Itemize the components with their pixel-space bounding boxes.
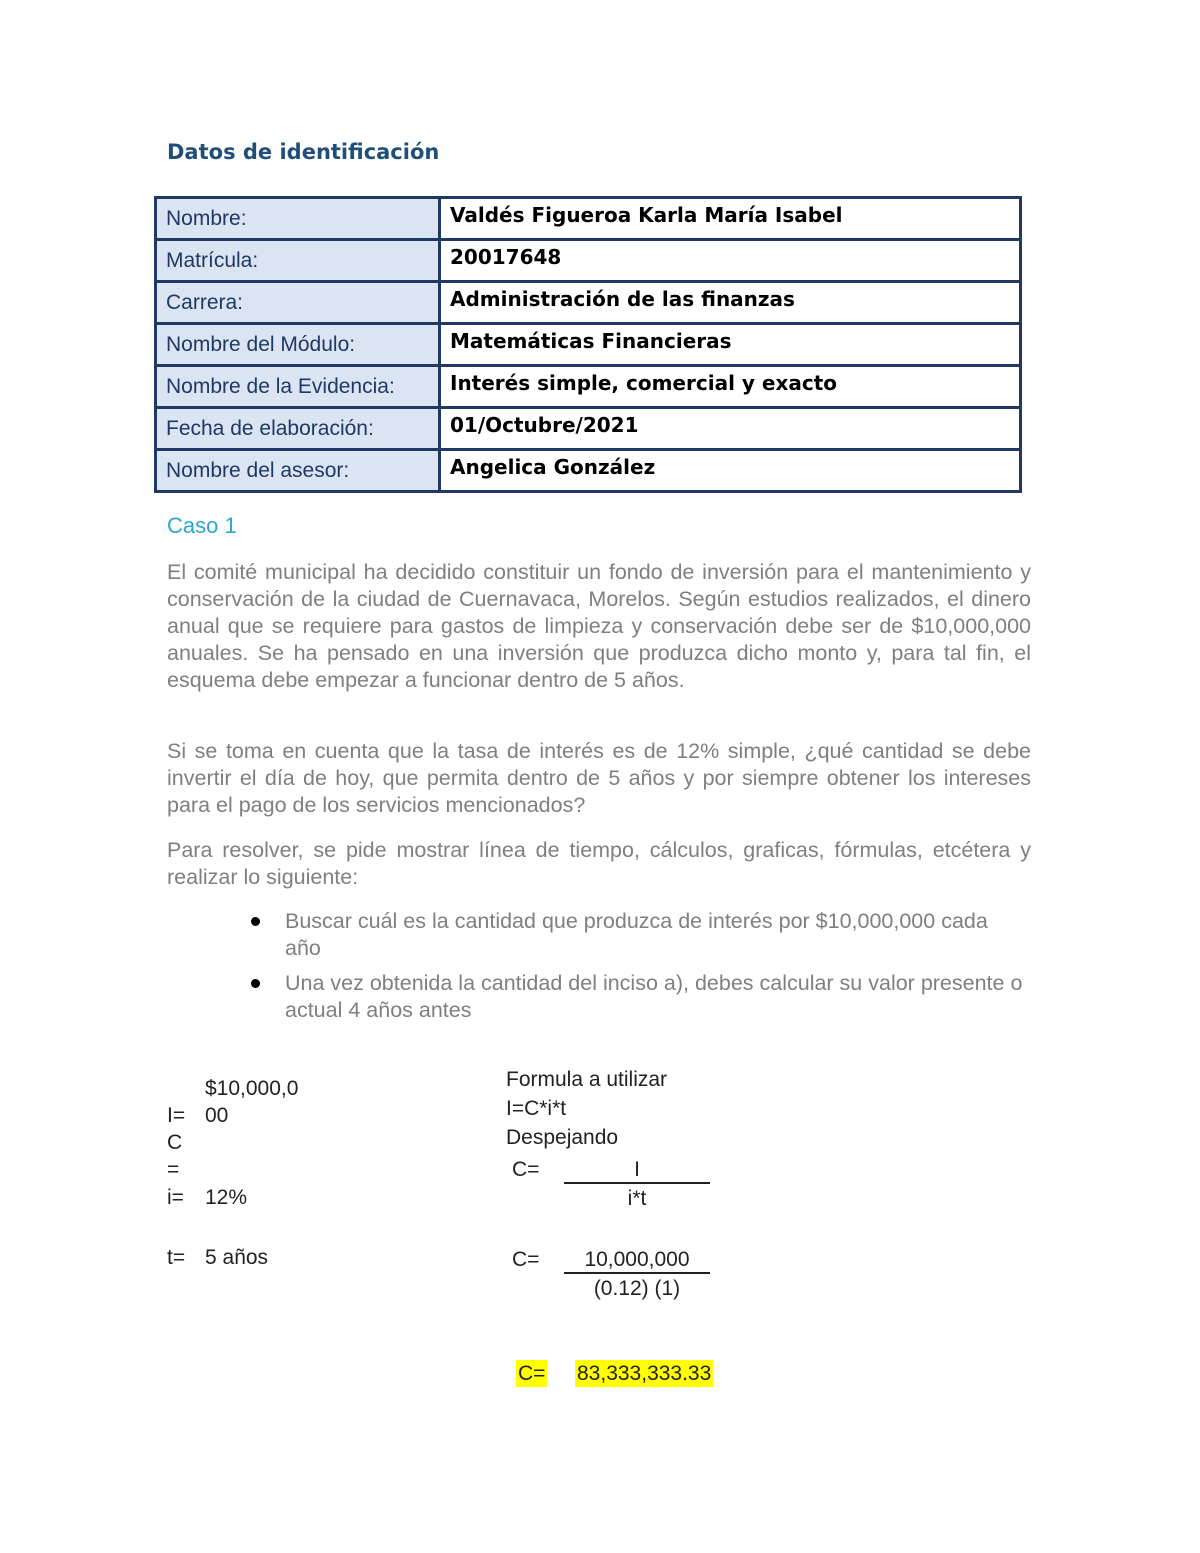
case-paragraph-1: El comité municipal ha decidido constituir un fondo de inversión para el mantenimiento y conservación de la ciudad de Cuernavaca, Morelos. Según estudios realizados, el dinero anual que se requiere para gastos de limpieza y conservación debe ser de $10,000,000 anuales. Se ha pensado en una inversión que produzca dicho monto y, para tal fin, el esquema debe empezar a funcionar dentro de 5 años.	[167, 560, 1031, 692]
identification-table	[154, 196, 1022, 493]
section-heading: Datos de identificación	[167, 140, 440, 164]
capital-label-line-1: C	[167, 1131, 183, 1154]
bullet-icon	[251, 979, 260, 988]
task-text: Buscar cuál es la cantidad que produzca de interés por $10,000,000 cada año	[285, 909, 988, 960]
identification-row	[156, 240, 1021, 282]
identification-row	[156, 366, 1021, 408]
identification-row	[156, 408, 1021, 450]
identification-label: Matrícula:	[156, 240, 440, 282]
task-item	[245, 970, 1025, 1024]
identification-row	[156, 450, 1021, 492]
fraction-bar	[564, 1272, 710, 1274]
substitution-numerator: 10,000,000	[584, 1248, 690, 1271]
identification-value: Administración de las finanzas	[440, 282, 1021, 324]
rate-value: 12%	[205, 1186, 248, 1209]
identification-label: Fecha de elaboración:	[156, 408, 440, 450]
formula-numerator: I	[634, 1158, 640, 1181]
formula-step: Despejando	[506, 1126, 619, 1149]
task-list	[245, 908, 1025, 1032]
task-text: Una vez obtenida la cantidad del inciso a), debes calcular su valor presente o actual 4 años antes	[285, 971, 1023, 1022]
identification-value: Angelica González	[440, 450, 1021, 492]
identification-label: Carrera:	[156, 282, 440, 324]
case-title: Caso 1	[167, 513, 237, 538]
interest-value-line-2: 00	[205, 1104, 229, 1127]
bullet-icon	[251, 917, 260, 926]
formula-title: Formula a utilizar	[506, 1068, 668, 1091]
formula-expression: I=C*i*t	[506, 1097, 567, 1120]
interest-label: I=	[167, 1104, 186, 1127]
rate-label: i=	[167, 1186, 184, 1209]
identification-row	[156, 198, 1021, 240]
identification-value: Interés simple, comercial y exacto	[440, 366, 1021, 408]
case-paragraph-3: Para resolver, se pide mostrar línea de tiempo, cálculos, graficas, fórmulas, etcétera y realizar lo siguiente:	[167, 838, 1031, 889]
fraction-bar	[564, 1182, 710, 1184]
interest-value-line-1: $10,000,0	[205, 1077, 299, 1100]
result-value: 83,333,333.33	[577, 1362, 712, 1385]
time-value: 5 años	[205, 1246, 269, 1269]
identification-label: Nombre:	[156, 198, 440, 240]
case-paragraph-2: Si se toma en cuenta que la tasa de interés es de 12% simple, ¿qué cantidad se debe invertir el día de hoy, que permita dentro de 5 años y por siempre obtener los intereses para el pago de los servicios mencionados?	[167, 739, 1031, 817]
capital-label-line-2: =	[167, 1158, 180, 1181]
identification-value: 01/Octubre/2021	[440, 408, 1021, 450]
substitution-c-label: C=	[512, 1248, 540, 1271]
formula-denominator: i*t	[627, 1187, 647, 1210]
identification-row	[156, 324, 1021, 366]
task-item	[245, 908, 1025, 962]
identification-label: Nombre del asesor:	[156, 450, 440, 492]
formula-c-label: C=	[512, 1158, 540, 1181]
identification-label: Nombre del Módulo:	[156, 324, 440, 366]
time-label: t=	[167, 1246, 186, 1269]
identification-value: 20017648	[440, 240, 1021, 282]
identification-value: Matemáticas Financieras	[440, 324, 1021, 366]
substitution-denominator: (0.12) (1)	[593, 1277, 681, 1300]
identification-row	[156, 282, 1021, 324]
identification-label: Nombre de la Evidencia:	[156, 366, 440, 408]
identification-value: Valdés Figueroa Karla María Isabel	[440, 198, 1021, 240]
result-label: C=	[518, 1362, 546, 1385]
